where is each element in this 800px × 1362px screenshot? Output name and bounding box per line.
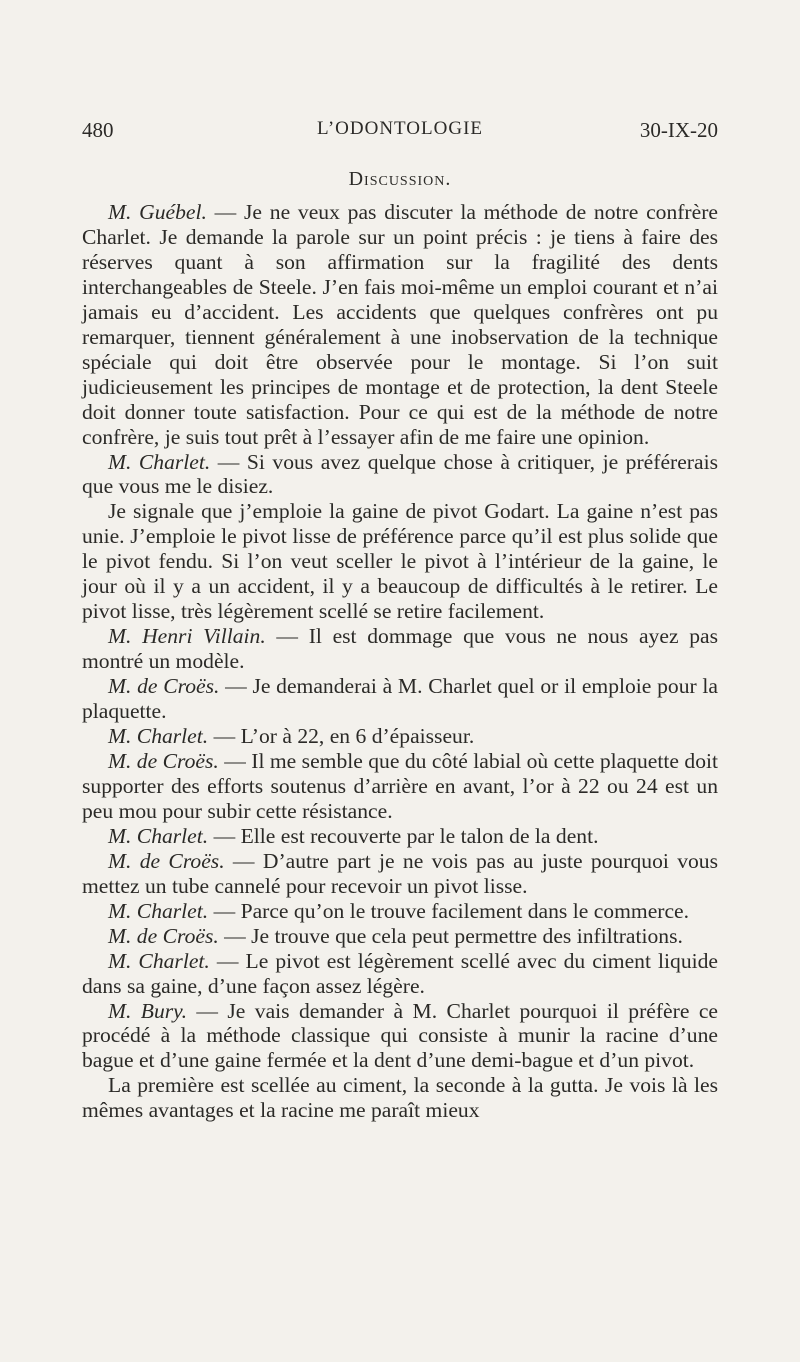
paragraph: [82, 999, 718, 1074]
paragraph: [82, 200, 718, 450]
paragraph-text: — D’autre part je ne vois pas au juste pourquoi vous mettez un tube cannelé pour recevoir un pivot lisse.: [82, 848, 718, 898]
speaker-name: M. de Croës.: [108, 923, 219, 948]
speaker-name: M. Charlet.: [108, 898, 209, 923]
paragraph-text: — Le pivot est légèrement scellé avec du ciment liquide dans sa gaine, d’une façon assez légère.: [82, 948, 718, 998]
paragraph-text: — Parce qu’on le trouve facilement dans le commerce.: [208, 898, 690, 923]
speaker-name: M. Bury.: [108, 998, 187, 1023]
paragraph: [82, 949, 718, 999]
speaker-name: M. Charlet.: [108, 948, 210, 973]
speaker-name: M. Guébel.: [108, 200, 207, 224]
paragraph: [82, 450, 718, 500]
issue-date: 30-IX-20: [639, 118, 718, 142]
paragraph-text: — Elle est recouverte par le talon de la dent.: [208, 823, 599, 848]
page-header: [82, 118, 718, 148]
paragraph-text: La première est scellée au ciment, la seconde à la gutta. Je vois là les mêmes avantages et la racine me paraît mieux: [82, 1073, 718, 1123]
paragraph-text: — Il me semble que du côté labial où cette plaquette doit supporter des efforts soutenus d’arrière en avant, l’or à 22 ou 24 est un peu mou pour subir cette résistance.: [82, 748, 718, 823]
paragraph: [82, 924, 718, 949]
paragraph: [82, 849, 718, 899]
paragraph: [82, 624, 718, 674]
speaker-name: M. Charlet.: [108, 449, 211, 474]
paragraph-text: — Je ne veux pas discuter la méthode de notre confrère Charlet. Je demande la parole sur un point précis : je tiens à faire des réserves quant à son affirmation sur la fragilité des dents interchangeables de Steele. J’en fais moi-même un emploi courant et n’ai jamais eu d’accident. Les accidents que quelques confrères ont pu remarquer, tiennent généralement à une inobservation de la technique spéciale qui doit être observée pour le montage. Si l’on suit judicieusement les principes de montage et de protection, la dent Steele doit donner toute satisfaction. Pour ce qui est de la méthode de notre confrère, je suis tout prêt à l’essayer afin de me faire une opinion.: [82, 200, 718, 449]
paragraph-text: Je signale que j’emploie la gaine de pivot Godart. La gaine n’est pas unie. J’emploie le pivot lisse de préférence parce qu’il est plus solide que le pivot fendu. Si l’on veut sceller le pivot à l’intérieur de la gaine, le jour où il y a un accident, il y a beaucoup de difficultés à le retirer. Le pivot lisse, très légèrement scellé se retire facilement.: [82, 499, 718, 624]
paragraph-text: — L’or à 22, en 6 d’épaisseur.: [208, 724, 475, 749]
paragraph: [82, 499, 718, 624]
page-number: 480: [82, 118, 114, 142]
body-text: [82, 200, 718, 1123]
speaker-name: M. Charlet.: [108, 823, 209, 848]
speaker-name: M. Charlet.: [108, 724, 209, 749]
paragraph-text: — Il est dommage que vous ne nous ayez pas montré un modèle.: [82, 624, 718, 674]
section-title: Discussion.: [348, 168, 452, 190]
speaker-name: M. de Croës.: [108, 748, 219, 773]
paragraph: [82, 674, 718, 724]
running-title: L’ODONTOLOGIE: [316, 118, 484, 139]
speaker-name: M. Henri Villain.: [108, 624, 266, 649]
paragraph: [82, 899, 718, 924]
speaker-name: M. de Croës.: [108, 848, 225, 873]
speaker-name: M. de Croës.: [108, 674, 220, 699]
paragraph-text: — Je demanderai à M. Charlet quel or il emploie pour la plaquette.: [82, 674, 718, 724]
paragraph: [82, 1073, 718, 1123]
paragraph-text: — Je trouve que cela peut permettre des infiltrations.: [218, 923, 683, 948]
paragraph: [82, 824, 718, 849]
paragraph-text: — Si vous avez quelque chose à critiquer, je préférerais que vous me le disiez.: [82, 449, 718, 499]
paragraph: [82, 724, 718, 749]
paragraph: [82, 749, 718, 824]
paragraph-text: — Je vais demander à M. Charlet pourquoi il préfère ce procédé à la méthode classique qui consiste à munir la racine d’une bague et d’une gaine fermée et la dent d’une demi-bague et d’un pivot.: [82, 998, 718, 1073]
